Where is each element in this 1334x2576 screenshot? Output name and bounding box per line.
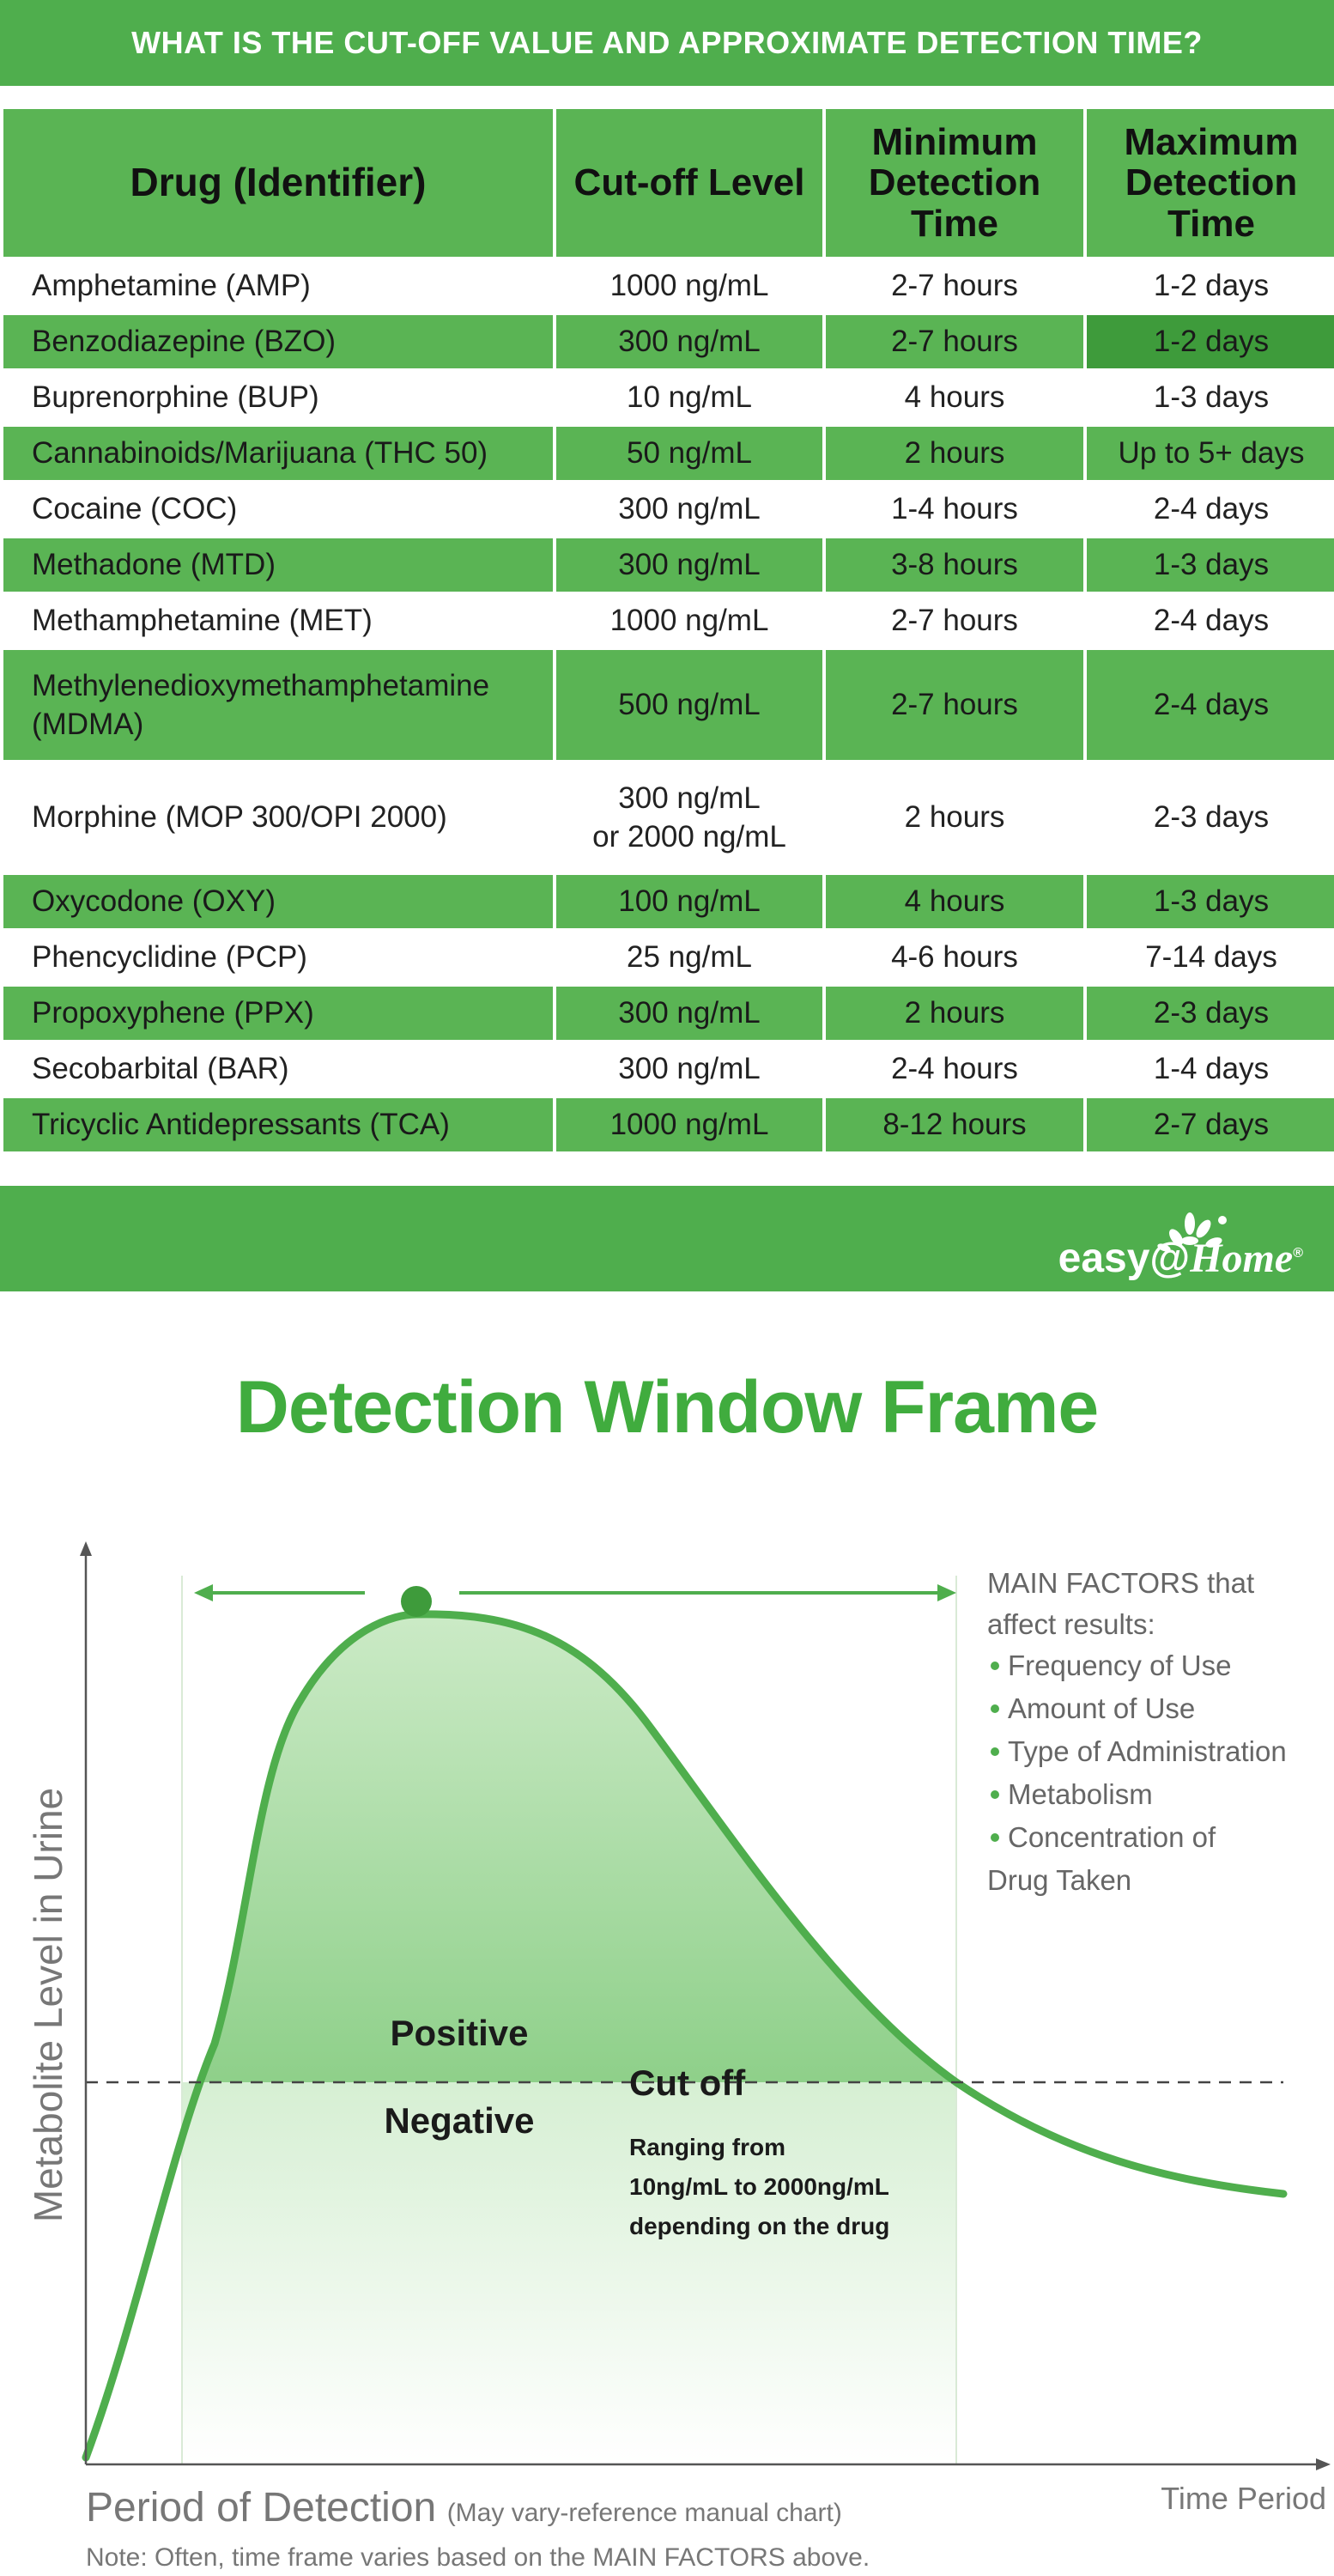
positive-label: Positive — [390, 2013, 529, 2053]
cutoff-level-cell: 100 ng/mL — [556, 875, 822, 928]
factor-item: Amount of Use — [1008, 1692, 1196, 1724]
factor-bullet-icon — [991, 1747, 999, 1756]
cutoff-level-cell: 500 ng/mL — [556, 650, 822, 760]
factor-item: Type of Administration — [1008, 1735, 1287, 1767]
factor-bullet-icon — [991, 1790, 999, 1799]
table-row — [3, 371, 1334, 424]
table-row — [3, 987, 1334, 1040]
cutoff-level-cell: 300 ng/mL — [556, 483, 822, 536]
max-detection-cell: 1-2 days — [1087, 259, 1334, 313]
table-row — [3, 483, 1334, 536]
min-detection-cell: 4 hours — [826, 875, 1083, 928]
table-row — [3, 931, 1334, 984]
header-min-time: Minimum Detection Time — [826, 109, 1083, 257]
cutoff-level-cell: 25 ng/mL — [556, 931, 822, 984]
factor-bullet-icon — [991, 1704, 999, 1713]
table-row — [3, 650, 1334, 760]
cutoff-level-cell: 10 ng/mL — [556, 371, 822, 424]
min-detection-cell: 3-8 hours — [826, 538, 1083, 592]
min-detection-cell: 2-7 hours — [826, 650, 1083, 760]
max-detection-cell: 2-3 days — [1087, 762, 1334, 872]
min-detection-cell: 2 hours — [826, 762, 1083, 872]
cutoff-level-cell: 300 ng/mL — [556, 987, 822, 1040]
factor-bullet-icon — [991, 1662, 999, 1670]
x-axis-label — [86, 2485, 842, 2530]
min-detection-cell: 8-12 hours — [826, 1098, 1083, 1151]
drug-name-cell: Secobarbital (BAR) — [3, 1042, 553, 1096]
drug-name-cell: Propoxyphene (PPX) — [3, 987, 553, 1040]
arrow-head-left-icon — [194, 1584, 213, 1601]
period-label: Period of Detection — [86, 2485, 437, 2530]
cutoff-level-cell: 1000 ng/mL — [556, 259, 822, 313]
cutoff-level-cell: 300 ng/mL — [556, 538, 822, 592]
max-detection-cell: 2-4 days — [1087, 650, 1334, 760]
y-axis-arrow-icon — [80, 1541, 92, 1556]
factors-title-line1: MAIN FACTORS that — [987, 1567, 1255, 1599]
brand-bar — [0, 1186, 1334, 1291]
max-detection-cell: 2-4 days — [1087, 594, 1334, 647]
cutoff-level-cell: 300 ng/mL or 2000 ng/mL — [556, 762, 822, 872]
table-row — [3, 259, 1334, 313]
cutoff-level-cell: 300 ng/mL — [556, 315, 822, 368]
drug-name-cell: Cocaine (COC) — [3, 483, 553, 536]
cutoff-level-cell: 1000 ng/mL — [556, 594, 822, 647]
cutoff-level-cell: 1000 ng/mL — [556, 1098, 822, 1151]
table-row — [3, 1098, 1334, 1151]
min-detection-cell: 4-6 hours — [826, 931, 1083, 984]
factor-list — [987, 1649, 1287, 1896]
period-note: (May vary-reference manual chart) — [446, 2499, 842, 2527]
table-row — [3, 1042, 1334, 1096]
footnote: Note: Often, time frame varies based on the MAIN FACTORS above. — [86, 2543, 870, 2572]
table-header-row — [3, 109, 1334, 257]
brand-part1: easy@ — [1058, 1236, 1191, 1281]
table-row — [3, 875, 1334, 928]
x-axis-arrow-icon — [1316, 2458, 1331, 2470]
brand-part2: Home — [1190, 1236, 1294, 1281]
min-detection-cell: 1-4 hours — [826, 483, 1083, 536]
drug-name-cell: Methamphetamine (MET) — [3, 594, 553, 647]
drug-name-cell: Morphine (MOP 300/OPI 2000) — [3, 762, 553, 872]
range-line-3: depending on the drug — [629, 2213, 890, 2239]
max-detection-cell: 1-3 days — [1087, 875, 1334, 928]
range-line-1: Ranging from — [629, 2134, 785, 2160]
drug-name-cell: Buprenorphine (BUP) — [3, 371, 553, 424]
max-detection-cell: Up to 5+ days — [1087, 427, 1334, 480]
table-row — [3, 594, 1334, 647]
table-row — [3, 427, 1334, 480]
max-detection-cell: 2-3 days — [1087, 987, 1334, 1040]
table-row — [3, 538, 1334, 592]
min-detection-cell: 4 hours — [826, 371, 1083, 424]
factor-bullet-icon — [991, 1833, 999, 1842]
peak-marker — [401, 1586, 432, 1617]
range-line-2: 10ng/mL to 2000ng/mL — [629, 2173, 889, 2200]
brand-wordmark — [1058, 1235, 1303, 1282]
min-detection-cell: 2 hours — [826, 987, 1083, 1040]
max-detection-cell: 1-2 days — [1087, 315, 1334, 368]
drug-name-cell: Tricyclic Antidepressants (TCA) — [3, 1098, 553, 1151]
drug-name-cell: Methylenedioxymethamphetamine (MDMA) — [3, 650, 553, 760]
factor-item: Metabolism — [1008, 1778, 1153, 1810]
factors-title-line2: affect results: — [987, 1608, 1155, 1640]
header-drug: Drug (Identifier) — [3, 109, 553, 257]
cutoff-label: Cut off — [629, 2063, 746, 2103]
factor-item-continued: Drug Taken — [987, 1864, 1132, 1896]
drug-name-cell: Methadone (MTD) — [3, 538, 553, 592]
registered-mark: ® — [1293, 1246, 1303, 1261]
arrow-head-right-icon — [937, 1584, 956, 1601]
max-detection-cell: 1-4 days — [1087, 1042, 1334, 1096]
brand-logo — [977, 1203, 1303, 1289]
max-detection-cell: 2-7 days — [1087, 1098, 1334, 1151]
min-detection-cell: 2-7 hours — [826, 259, 1083, 313]
min-detection-cell: 2-7 hours — [826, 315, 1083, 368]
cutoff-level-cell: 300 ng/mL — [556, 1042, 822, 1096]
drug-name-cell: Amphetamine (AMP) — [3, 259, 553, 313]
factor-item: Frequency of Use — [1008, 1649, 1232, 1681]
drug-name-cell: Cannabinoids/Marijuana (THC 50) — [3, 427, 553, 480]
max-detection-cell: 1-3 days — [1087, 371, 1334, 424]
max-detection-cell: 7-14 days — [1087, 931, 1334, 984]
negative-label: Negative — [384, 2100, 535, 2141]
detection-window-diagram — [0, 1520, 1334, 2576]
cutoff-level-cell: 50 ng/mL — [556, 427, 822, 480]
time-period-label: Time Period — [1161, 2481, 1326, 2516]
max-detection-cell: 2-4 days — [1087, 483, 1334, 536]
header-max-time: Maximum Detection Time — [1087, 109, 1334, 257]
max-detection-cell: 1-3 days — [1087, 538, 1334, 592]
drug-detection-table — [0, 106, 1334, 1154]
table-row — [3, 762, 1334, 872]
table-title-banner: WHAT IS THE CUT-OFF VALUE AND APPROXIMATE DETECTION TIME? — [0, 0, 1334, 86]
header-cutoff: Cut-off Level — [556, 109, 822, 257]
min-detection-cell: 2 hours — [826, 427, 1083, 480]
section-title: Detection Window Frame — [235, 1366, 1099, 1449]
drug-name-cell: Phencyclidine (PCP) — [3, 931, 553, 984]
min-detection-cell: 2-7 hours — [826, 594, 1083, 647]
detection-window-area — [182, 2082, 956, 2464]
drug-name-cell: Benzodiazepine (BZO) — [3, 315, 553, 368]
drug-name-cell: Oxycodone (OXY) — [3, 875, 553, 928]
factor-item: Concentration of — [1008, 1821, 1216, 1853]
min-detection-cell: 2-4 hours — [826, 1042, 1083, 1096]
table-row — [3, 315, 1334, 368]
y-axis-label: Metabolite Level in Urine — [26, 1787, 70, 2223]
